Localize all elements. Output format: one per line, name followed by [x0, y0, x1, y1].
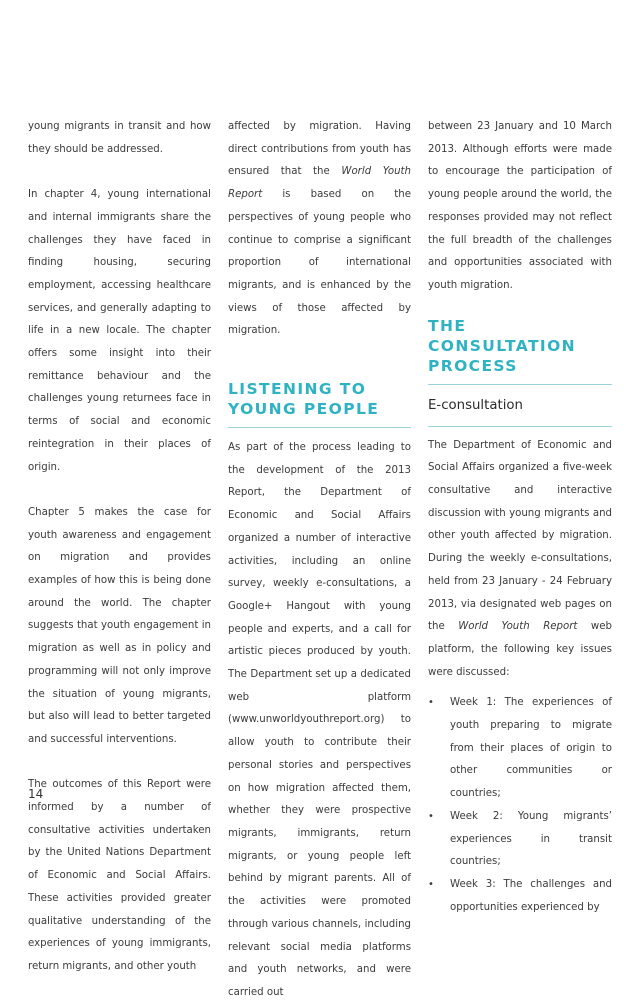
section-heading-consultation: [428, 316, 612, 376]
key-issues-list: [428, 692, 612, 919]
list-item-text: Week 2: Young migrants’ experiences in transit countries;: [450, 810, 612, 868]
paragraph: As part of the process leading to the development of the 2013 Report, the Department of Economic and Social Affairs organized a number of interactive activities, including an online survey, weekly e-consultations, a Google+ Hangout with young people and experts, and a call for artistic pieces produced by youth. The Department set up a dedicated web platform (www.unworldyouthreport.org) to allow youth to contribute their personal stories and perspectives on how migration affected them, whether they were prospective migrants, immigrants, return migrants, or young people left behind by migrant parents. All of the activities were promoted through various channels, including relevant social media platforms and youth networks, and were carried out: [228, 442, 411, 998]
heading-line: CONSULTATION: [428, 336, 577, 355]
paragraph-gap: [28, 752, 211, 775]
paragraph-gap: [28, 479, 211, 502]
paragraph-gap: [28, 161, 211, 184]
paragraph: young migrants in transit and how they should be addressed.: [28, 121, 211, 155]
paragraph: Chapter 5 makes the case for youth awareness and engagement on migration and provides examples of how this is being done around the world. The chapter suggests that youth engagement in migration as well as in policy and programming will not only improve the situation of young migrants, but also will lead to better targeted and successful interventions.: [28, 506, 211, 745]
page-number: 14: [28, 787, 44, 801]
list-item: [428, 692, 612, 806]
subheading-e-consultation: E-consultation: [428, 397, 523, 413]
column-1: [28, 116, 211, 979]
bullet-icon: •: [428, 810, 434, 822]
report-title-italic: World Youth Report: [228, 166, 411, 201]
paragraph: between 23 January and 10 March 2013. Although efforts were made to encourage the participation of young people around the world, the responses provided may not reflect the full breadth of the challenges and opportunities associated with youth migration.: [428, 121, 612, 291]
heading-line: THE: [428, 316, 467, 335]
bullet-icon: •: [428, 697, 434, 709]
column-3: [428, 116, 612, 919]
section-gap: [428, 298, 612, 316]
text-span: The Department of Economic and Social Affairs organized a five-week consultative and interactive discussion with young migrants and other youth affected by migration. During the weekly e-consultations, held from 23 January - 24 February 2013, via designated web pages on the: [428, 439, 612, 633]
paragraph: The outcomes of this Report were informed by a number of consultative activities undertaken by the United Nations Department of Economic and Social Affairs. These activities provided greater qualitative understanding of the experiences of young immigrants, return migrants, and other youth: [28, 779, 211, 972]
paragraph: [428, 435, 612, 685]
list-item: [428, 806, 612, 874]
text-span: web platform, the following key issues were discussed:: [428, 621, 612, 678]
paragraph: [228, 116, 411, 343]
section-heading-listening: [228, 379, 411, 419]
bullet-icon: •: [428, 878, 434, 890]
paragraph: In chapter 4, young international and internal immigrants share the challenges they have faced in finding housing, securing employment, accessing healthcare services, and generally adapting to life in a new locale. The chapter offers some insight into their remittance behaviour and the challenges young returnees face in terms of social and economic reintegration in their places of origin.: [28, 189, 211, 473]
heading-line: YOUNG PEOPLE: [228, 400, 380, 419]
list-item-text: Week 1: The experiences of youth preparing to migrate from their places of origin to other communities or countries;: [450, 697, 612, 800]
heading-line: PROCESS: [428, 356, 518, 375]
list-item: [428, 874, 612, 919]
text-span: affected by migration. Having direct contributions from youth has ensured that the: [228, 121, 411, 178]
column-2: [228, 116, 411, 1005]
report-title-italic: World Youth Report: [458, 621, 578, 633]
section-gap: [228, 343, 411, 379]
heading-line: LISTENING TO: [228, 380, 367, 399]
text-span: is based on the perspectives of young people who continue to comprise a significant proportion of international migrants, and is enhanced by the views of those affected by migration.: [228, 189, 411, 337]
list-item-text: Week 3: The challenges and opportunities experienced by: [450, 878, 612, 913]
